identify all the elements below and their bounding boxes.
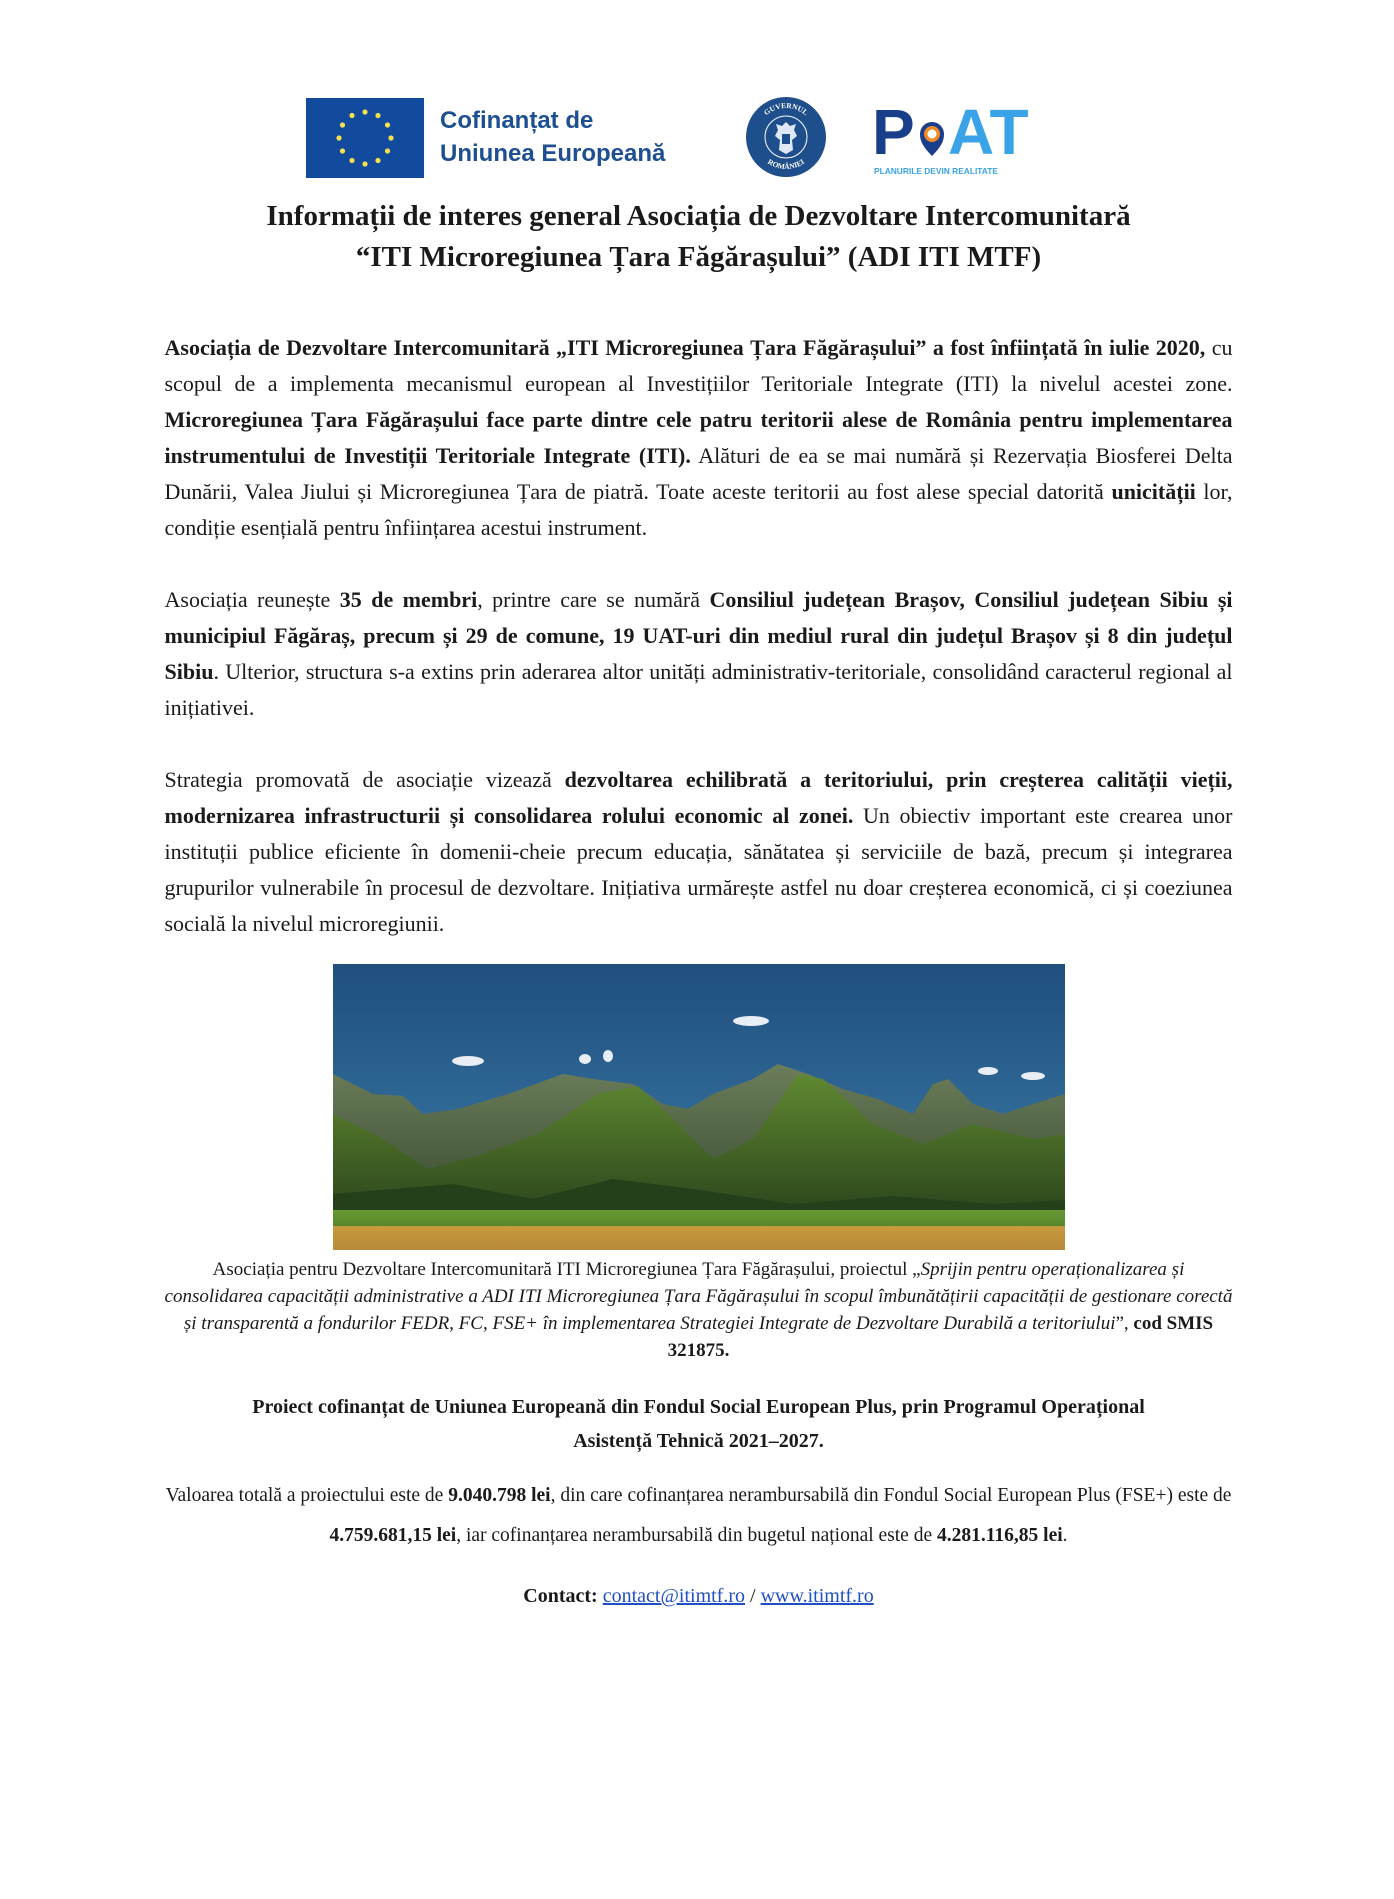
caption-text-start: Asociația pentru Dezvoltare Intercomunitară ITI Microregiunea Țara Făgărașului, proiectul „	[212, 1259, 921, 1280]
title-line1: Informații de interes general Asociația de Dezvoltare Intercomunitară	[266, 200, 1131, 232]
eu-text-line2: Uniunea Europeană	[440, 140, 666, 167]
contact-line	[165, 1582, 1233, 1650]
funding-line1: Proiect cofinanțat de Uniunea Europeană din Fondul Social European Plus, prin Programul Operațional	[252, 1396, 1145, 1418]
caption-smis-code: cod SMIS 321875.	[667, 1313, 1214, 1361]
p2-text-end: . Ulterior, structura s-a extins prin aderarea altor unități administrativ-teritoriale, consolidând caracterul regional al inițiativei.	[164, 659, 1233, 720]
eu-flag-icon	[306, 98, 424, 178]
eu-star-icon	[375, 158, 380, 163]
poat-letter-p: P	[872, 96, 915, 168]
contact-separator: /	[745, 1585, 761, 1607]
intro-paragraph	[165, 330, 1233, 546]
eu-star-icon	[362, 109, 367, 114]
p2-bold-member-list: Consiliul județean Brașov, Consiliul județean Sibiu și municipiul Făgăraș, precum și 29 de comune, 19 UAT-uri din mediul rural din județul Brașov și 8 din județul Sibiu	[164, 587, 1233, 684]
eu-star-icon	[349, 113, 354, 118]
value-text-2: , din care cofinanțarea nerambursabilă din Fondul Social European Plus (FSE+) este de	[550, 1485, 1232, 1506]
project-value-statement	[155, 1476, 1243, 1556]
location-pin-icon	[920, 122, 944, 156]
members-paragraph	[165, 582, 1233, 726]
value-text-4: .	[1062, 1525, 1068, 1546]
seal-bottom-text: ROMÂNIEI	[766, 157, 806, 172]
eu-star-icon	[340, 148, 345, 153]
p2-bold-member-count: 35 de membri	[339, 587, 478, 612]
funding-statement	[165, 1390, 1233, 1458]
p2-text-mid: , printre care se numără	[477, 587, 710, 612]
fagaras-mountains-photo	[333, 964, 1065, 1250]
eu-star-icon	[375, 113, 380, 118]
eu-star-icon	[388, 135, 393, 140]
photo-caption	[165, 1256, 1233, 1364]
p1-bold-founding: Asociația de Dezvoltare Intercomunitară „ITI Microregiunea Țara Făgărașului” a fost înființată în iulie 2020,	[164, 335, 1206, 360]
value-total: 9.040.798 lei	[448, 1485, 551, 1506]
p3-bold-goals: dezvoltarea echilibrată a teritoriului, prin creșterea calității vieții, modernizarea infrastructurii și consolidarea rolului economic al zonei.	[164, 767, 1233, 828]
caption-text-mid: ”,	[1115, 1313, 1134, 1334]
eu-star-icon	[340, 122, 345, 127]
strategy-paragraph	[165, 762, 1233, 942]
value-fse: 4.759.681,15 lei	[329, 1525, 457, 1546]
poat-logo	[872, 96, 1062, 182]
website-link[interactable]: www.itimtf.ro	[760, 1585, 874, 1607]
funding-line2: Asistență Tehnică 2021–2027.	[573, 1430, 824, 1452]
poat-tagline: PLANURILE DEVIN REALITATE	[874, 166, 998, 176]
caption-project-title: Sprijin pentru operaționalizarea și consolidarea capacității administrative a ADI ITI Microregiunea Țara Făgărașului în scopul îmbunătățirii capacității de gestionare corectă și transparentă a fondurilor FEDR, FC, FSE+ în implementarea Strategiei Integrate de Dezvoltare Durabilă a teritoriului	[164, 1259, 1233, 1334]
value-text-3: , iar cofinanțarea nerambursabilă din bugetul național este de	[456, 1525, 937, 1546]
contact-email-link[interactable]: contact@itimtf.ro	[602, 1585, 745, 1607]
p1-bold-uniqueness: unicității	[1111, 479, 1196, 504]
p1-text-purpose: cu scopul de a implementa mecanismul european al Investițiilor Teritoriale Integrate (ITI) la nivelul acestei zone.	[164, 335, 1233, 396]
seal-top-text: GUVERNUL	[762, 100, 810, 118]
eu-text-line1: Cofinanțat de	[440, 107, 594, 134]
p3-text-end: Un obiectiv important este crearea unor instituții publice eficiente în domenii-cheie precum educația, sănătatea și serviciile de bază, precum și integrarea grupurilor vulnerabile în procesul de dezvoltare. Inițiativa urmărește astfel nu doar creșterea economică, ci și coeziunea socială la nivelul microregiunii.	[164, 803, 1233, 936]
value-national: 4.281.116,85 lei	[937, 1525, 1063, 1546]
p1-text-others: Alături de ea se mai numără și Rezervația Biosferei Delta Dunării, Valea Jiului și Microregiunea Țara de piatră. Toate aceste teritorii au fost alese special datorită	[164, 443, 1233, 504]
document-body	[162, 196, 1233, 1650]
title-line2: “ITI Microregiunea Țara Făgărașului” (ADI ITI MTF)	[355, 241, 1042, 273]
photo-container	[165, 964, 1233, 1250]
eu-star-icon	[362, 161, 367, 166]
eu-star-icon	[385, 122, 390, 127]
eu-star-icon	[385, 148, 390, 153]
p1-text-end: lor, condiție esențială pentru înființarea acestui instrument.	[164, 479, 1233, 540]
poat-letters-at: AT	[948, 96, 1029, 168]
p2-text-start: Asociația reunește	[164, 587, 340, 612]
page-title	[122, 196, 1276, 278]
eu-cofinanced-label	[440, 104, 665, 170]
logo-bar	[0, 96, 1394, 182]
p3-text-start: Strategia promovată de asociație vizează	[164, 767, 565, 792]
romanian-government-seal-icon	[745, 96, 827, 178]
eu-star-icon	[336, 135, 341, 140]
eu-star-icon	[349, 158, 354, 163]
value-text-1: Valoarea totală a proiectului este de	[165, 1485, 449, 1506]
p1-bold-territories: Microregiunea Țara Făgărașului face parte dintre cele patru teritorii alese de România pentru implementarea instrumentului de Investiții Teritoriale Integrate (ITI).	[164, 407, 1233, 468]
contact-label: Contact:	[523, 1585, 598, 1607]
